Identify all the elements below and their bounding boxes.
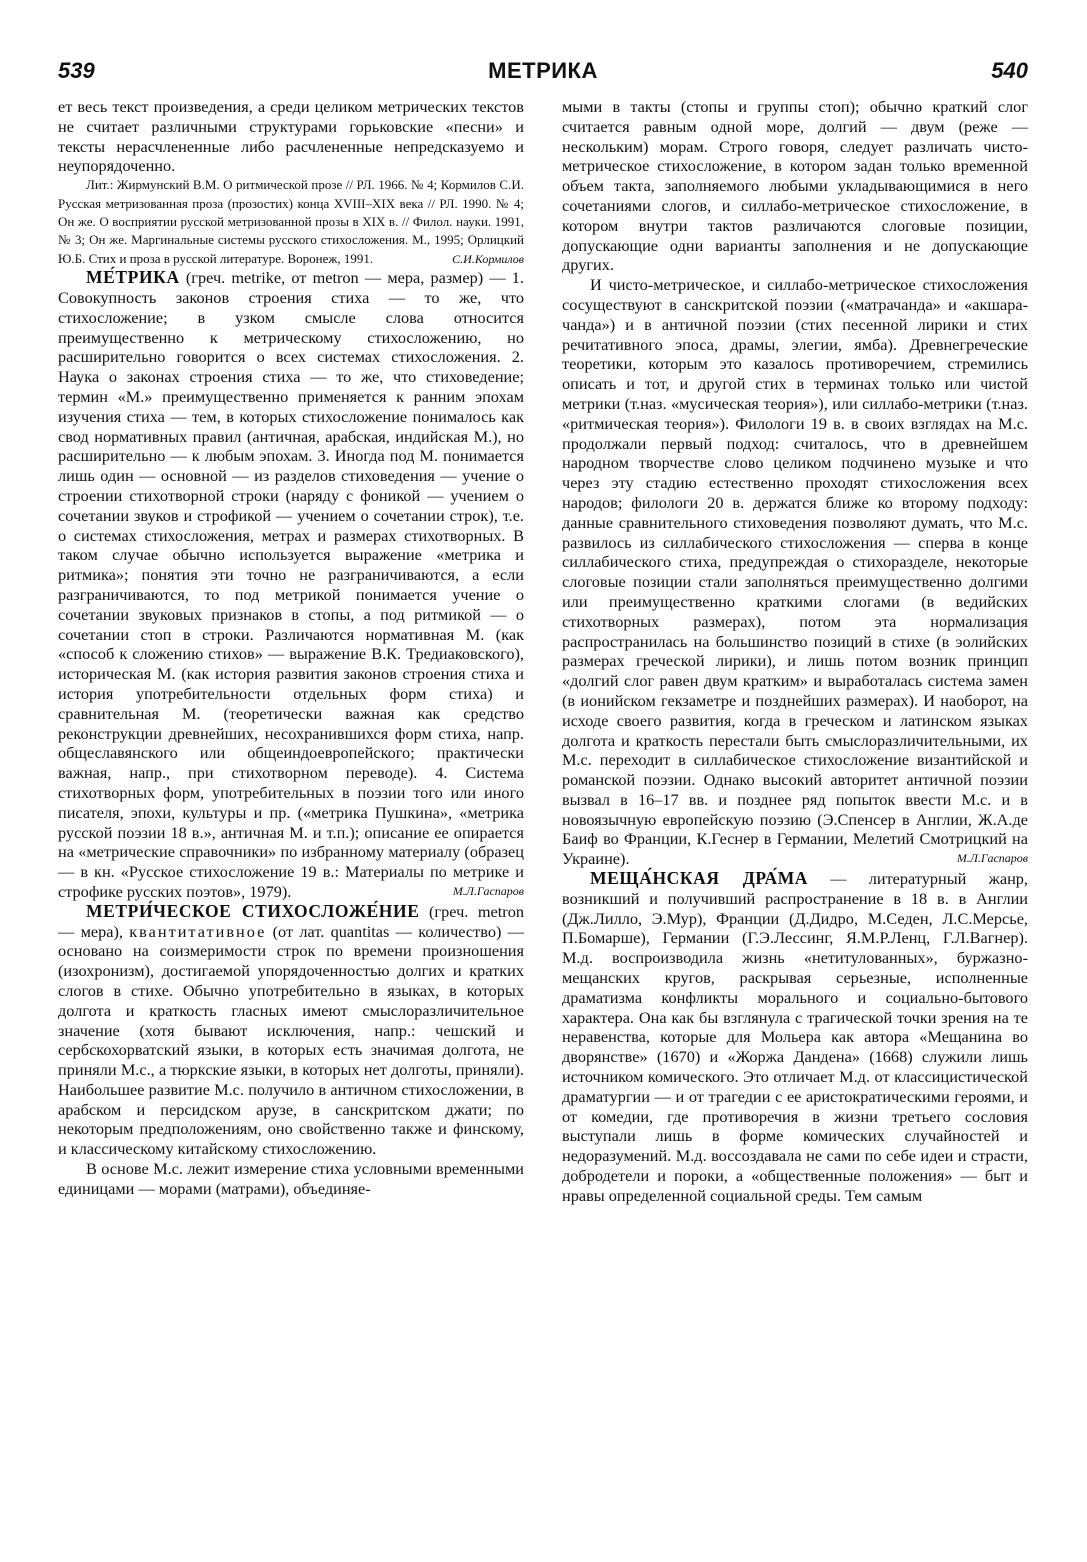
ms-paragraph-3 [562, 275, 1028, 869]
entry-ms-paragraph-2: В основе М.с. лежит измерение стиха условными временными единицами — морами (матрами), объединяе- [58, 1159, 524, 1198]
page-number-left: 539 [58, 58, 95, 83]
literature-label: Лит.: [86, 177, 114, 193]
running-title: МЕТРИКА [488, 58, 598, 83]
entry-metricheskoe-stikhoslozhenie [58, 902, 524, 1159]
headword-metricheskoe-stikhoslozhenie: МЕТРИ́ЧЕСКОЕ СТИХОСЛОЖЕ́НИЕ [86, 900, 420, 921]
headword-meshchanskaya-drama: МЕЩА́НСКАЯ ДРА́МА [590, 868, 809, 889]
literature-text: Жирмунский В.М. О ритмической прозе // РЛ. 1966. № 4; Кормилов С.И. Русская метризованная проза (прозостих) конца XVIII–XIX века // РЛ. 1990. № 4; Он же. О восприятии русской метризованной прозы в XIX в. // Филол. науки. 1991, № 3; Он же. Маргинальные системы русского стихосложения. М., 1995; Орлицкий Ю.Б. Стих и проза в русской литературе. Воронеж, 1991. [58, 177, 524, 266]
author-signature: С.И.Кормилов [452, 251, 524, 266]
continuation-paragraph: мыми в такты (стопы и группы стоп); обычно краткий слог считается равным одной море, долгий — двум (реже — нескольким) морам. Строго говоря, следует различать чисто-метрическое стихосложение, в котором задан только временной объем такта, заполняемого любыми укладывающимися в него сочетаниями слогов, и силлабо-метрическое стихосложение, в котором внутри тактов различаются слоговые позиции, допускающие одни варианты заполнения и не допускающие других. [562, 97, 1028, 275]
author-signature: М.Л.Гаспаров [956, 851, 1028, 866]
entry-ms-spaced-term: квантитативное [129, 921, 267, 941]
entry-metrika-text: (греч. metrike, от metron — мера, размер) — 1. Совокупность законов строения стиха — то же, что стихосложение; в узком смысле слова относится преимущественно к метрическому стихосложению, но расширительно говорится о всех системах стихосложения. 2. Наука о законах строения стиха — то же, что стиховедение; термин «М.» преимущественно применяется к ранним эпохам изучения стиха — тем, в которых стихосложение понималось как свод нормативных правил (античная, арабская, индийская М.), но расширительно — к любым эпохам. 3. Иногда под М. понимается лишь один — основной — из разделов стиховедения — учение о строении стихотворной строки (наряду с фоникой — учением о сочетании звуков и строфикой — учением о сочетании строк), т.е. о системах стихосложения, метрах и размерах стихотворных. В таком случае обычно используется выражение «метрика и ритмика»; понятия эти точно не разграничиваются, а если разграничиваются, то под метрикой понимается учение о сочетании звуковых признаков в стопы, а под ритмикой — о сочетании стоп в строки. Различаются нормативная М. (как «способ к сложению стихов» — выражение В.К. Тредиаковского), историческая М. (как история развития законов строения стиха и история употребительности отдельных форм стиха) и сравнительная М. (теоретически важная как средство реконструкции древнейших, несохранившихся форм стиха, напр. общеславянского или общеиндоевропейского; практически важная, напр., при стихотворном переводе). 4. Система стихотворных форм, употребительных в поэзии того или иного писателя, эпохи, культуры и пр. («метрика Пушкина», «метрика русской поэзии 18 в.», античная М. и т.п.); описание ее опирается на «метрические справочники» по избранному материалу (образец — в кн. «Русское стихосложение 19 в.: Материалы по метрике и строфике русских поэтов», 1979). [58, 268, 524, 901]
author-signature: М.Л.Гаспаров [452, 883, 524, 898]
entry-meshchanskaya-drama [562, 869, 1028, 1206]
page-header [58, 58, 1028, 88]
page-number-right: 540 [991, 58, 1028, 83]
headword-metrika: МЕ́ТРИКА [86, 267, 180, 288]
left-column [58, 97, 524, 1199]
intro-paragraph: ет весь текст произведения, а среди целиком метрических текстов не считает различными структурами горьковские «песни» и тексты нерасчлененные либо расчлененные непредсказуемо и неупорядоченно. [58, 97, 524, 176]
literature-block-1 [58, 176, 524, 268]
entry-md-text: — литературный жанр, возникший и получивший распространение в 18 в. в Англии (Дж.Лилло, Э.Мур), Франции (Д.Дидро, М.Седен, Л.С.Мерсье, П.Бомарше), Германии (Г.Э.Лессинг, Я.М.Р.Ленц, Г.Л.Вагнер). М.д. воспроизводила жизнь «нетитулованных», буржазно-мещанских кругов, раскрывая серьезные, исполненные драматизма конфликты морального и социально-бытового характера. Она как бы взглянула с трагической точки зрения на те неравенства, которые для Мольера как автора «Мещанина во дворянстве» (1670) и «Жоржа Дандена» (1668) служили лишь источником комического. Это отличает М.д. от классицистической драматургии — и от трагедии с ее аристократическими героями, и от комедии, где противоречия в жизни третьего сословия выступали лишь в форме комических случайностей и недоразумений. М.д. воссоздавала не сами по себе идеи и страсти, добродетели и пороки, а «общественные положения» — быт и нравы определенной социальной среды. Тем самым [562, 869, 1028, 1205]
right-column [562, 97, 1028, 1206]
entry-metrika [58, 268, 524, 902]
ms-paragraph-3-text: И чисто-метрическое, и силлабо-метрическое стихосложения сосуществуют в санскритской поэзии («матрачанда» и «акшара-чанда») и в античной поэзии (стих песенной лирики и стих речитативного эпоса, драмы, элегии, ямба). Древнегреческие теоретики, которым это казалось противоречием, стремились описать и тот, и другой стих в терминах только или чистой метрики (т.наз. «мусическая теория»), или силлабо-метрики (т.наз. «ритмическая теория»). Филологи 19 в. в своих взглядах на М.с. продолжали первый подход: считалось, что в древнейшем народном творчестве слово целиком подчинено музыке и что через эту стадию естественно проходят стихосложения всех народов; филологи 20 в. держатся ближе ко второму подходу: данные сравнительного стиховедения позволяют думать, что М.с. развилось из силлабического стихосложения — сперва в конце силлабического стиха, предупреждая о стихоразделе, некоторые слоговые позиции стали заполняться преимущественно долгими или преимущественно краткими слогами (в ведийских стихотворных размерах), потом эта нормализация распространилась на большинство позиций в стихе (в эолийских размерах греческой лирики), и лишь потом возник принцип «долгий слог равен двум кратким» и выработалась система замен (в ионийском гекзаметре и позднейших размерах). И наоборот, на исходе своего развития, когда в греческом и латинском языках долгота и краткость перестали быть смыслоразличительными, их М.с. переходит в силлабическое стихосложение византийской и романской поэзии. Однако высокий авторитет античной поэзии вызвал в 16–17 вв. и позднее ряд попыток ввести М.с. и в новоязычную европейскую поэзию (Э.Спенсер в Англии, Ж.А.де Баиф во Франции, К.Геснер в Германии, Мелетий Смотрицкий на Украине). [562, 275, 1028, 869]
entry-ms-text-2: (от лат. quantitas — количество) — основано на соизмеримости строк по времени произношения (изохронизм), достигаемой упорядоченностью долгих и кратких слогов в стихе. Обычно употребительно в языках, в которых долгота и краткость гласных имеют смыслоразличительное значение (хотя бывают исключения, напр.: чешский и сербскохорватский языки, в которых есть значимая долгота, не приняли М.с., а тюркские языки, в которых нет долготы, приняли). Наибольшее развитие М.с. получило в античном стихосложении, в арабском и персидском арузе, в санскритском джати; по некоторым предположениям, оно свойственно также и финскому, и классическому китайскому стихосложению. [58, 921, 524, 1159]
entry-ms-text-1: (греч. metron — мера), [58, 901, 524, 941]
